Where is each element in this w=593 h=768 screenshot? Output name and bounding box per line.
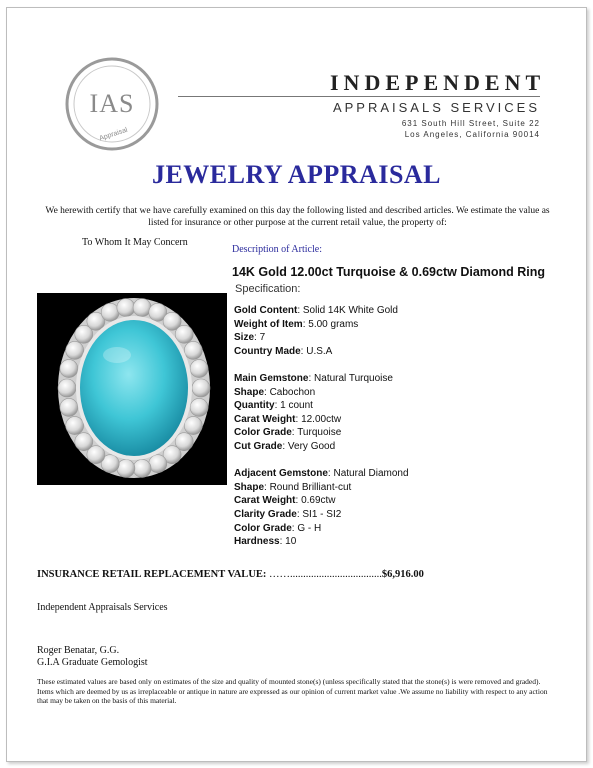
spec-gap	[234, 358, 409, 372]
disclaimer-text: These estimated values are based only on estimates of the size and quality of mounted stone(s) (unless specifically stated that the stone(s) is were removed and graded). Items which are deemed by us as irreplaceable or antique in nature are expressed as our opinion of current market value .We assume no liability with respect to any action that may be taken on the basis of this material.	[37, 677, 548, 705]
spec-gap	[234, 454, 409, 468]
spec-value: Natural Turquoise	[314, 372, 393, 384]
spec-value: U.S.A	[306, 345, 333, 357]
spec-separator: :	[291, 427, 298, 439]
spec-label: Shape	[234, 481, 265, 493]
spec-label: Shape	[234, 386, 265, 398]
diamond-stone	[175, 325, 193, 343]
spec-separator: :	[302, 318, 309, 330]
spec-row	[234, 345, 409, 359]
diamond-stone	[184, 341, 202, 359]
spec-value: 7	[259, 332, 266, 344]
ias-logo	[64, 56, 160, 152]
spec-separator: :	[279, 536, 286, 548]
spec-row	[234, 318, 409, 332]
diamond-stone	[101, 303, 119, 321]
spec-label: Weight of Item	[234, 318, 303, 330]
item-title: 14K Gold 12.00ct Turquoise & 0.69ctw Diamond Ring	[232, 265, 546, 279]
spec-row	[234, 522, 409, 536]
spec-separator: :	[297, 305, 303, 316]
spec-label: Main Gemstone	[234, 372, 309, 384]
spec-row	[234, 413, 409, 427]
spec-label: Quantity	[234, 400, 275, 412]
spec-row	[234, 331, 409, 345]
diamond-stone	[66, 417, 84, 435]
address-line-1: 631 South Hill Street, Suite 22	[401, 119, 540, 128]
spec-row	[234, 304, 409, 318]
spec-value: Natural Diamond	[333, 468, 409, 480]
recipient: To Whom It May Concern	[82, 237, 188, 248]
ring-image	[37, 293, 227, 485]
diamond-stone	[184, 417, 202, 435]
diamond-stone	[149, 455, 167, 473]
spec-value: Turquoise	[297, 427, 342, 439]
spec-separator: :	[264, 481, 270, 493]
diamond-stone	[60, 398, 78, 416]
spec-separator: :	[296, 508, 303, 520]
ring-photo	[37, 293, 227, 485]
diamond-stone	[58, 379, 76, 397]
spec-row	[234, 426, 409, 440]
spec-value: 10	[285, 536, 297, 548]
logo-monogram: IAS	[89, 89, 135, 118]
spec-label: Carat Weight	[234, 413, 296, 425]
spec-label: Cut Grade	[234, 440, 283, 452]
spec-value: Solid 14K White Gold	[302, 305, 398, 316]
spec-value: Round Brilliant-cut	[269, 481, 352, 493]
spec-row	[234, 399, 409, 413]
spec-label: Color Grade	[234, 427, 292, 439]
spec-value: 1 count	[280, 400, 313, 412]
appraiser-name: Roger Benatar, G.G.	[37, 645, 120, 656]
spec-label: Color Grade	[234, 522, 292, 534]
spec-value: 0.69ctw	[301, 495, 336, 507]
spec-separator: :	[274, 400, 281, 412]
diamond-stone	[66, 341, 84, 359]
insurance-dots: ……...................................	[269, 569, 382, 580]
diamond-stone	[133, 459, 151, 477]
spec-value: SI1 - SI2	[302, 508, 342, 520]
insurance-value-line	[37, 569, 424, 580]
spec-row	[234, 440, 409, 454]
spec-row	[234, 372, 409, 386]
appraiser-block	[37, 645, 148, 669]
logo-ring-text: Appraisal	[98, 126, 129, 143]
insurance-label: INSURANCE RETAIL REPLACEMENT VALUE:	[37, 569, 267, 580]
diamond-stone	[60, 360, 78, 378]
spec-separator: :	[254, 332, 260, 344]
spec-label: Clarity Grade	[234, 508, 297, 520]
spec-separator: :	[295, 495, 302, 507]
document-title: JEWELRY APPRAISAL	[151, 160, 442, 189]
spec-label: Gold Content	[234, 305, 298, 316]
insurance-value: $6,916.00	[381, 569, 424, 580]
spec-row	[234, 494, 409, 508]
spec-row	[234, 386, 409, 400]
spec-separator: :	[300, 345, 307, 357]
address-line-2: Los Angeles, California 90014	[404, 130, 540, 139]
spec-label: Carat Weight	[234, 495, 296, 507]
certification-text: We herewith certify that we have carefully examined on this day the following listed and described articles. We estimate the value as listed for insurance or other purpose at the current retail value, the property of:	[45, 206, 550, 228]
specification-label: Specification:	[235, 283, 301, 295]
diamond-stone	[190, 398, 208, 416]
spec-row	[234, 508, 409, 522]
spec-separator: :	[327, 468, 334, 480]
spec-label: Size	[234, 332, 255, 344]
spec-value: Very Good	[287, 440, 336, 452]
spec-row	[234, 467, 409, 481]
spec-label: Country Made	[234, 345, 301, 357]
spec-row	[234, 481, 409, 495]
spec-label: Adjacent Gemstone	[234, 468, 328, 480]
spec-separator: :	[291, 522, 298, 534]
spec-value: G - H	[297, 522, 322, 534]
spec-separator: :	[264, 386, 270, 398]
company-subtitle: APPRAISALS SERVICES	[332, 100, 540, 115]
company-signature: Independent Appraisals Services	[37, 602, 168, 613]
diamond-stone	[190, 360, 208, 378]
company-address	[330, 118, 540, 140]
diamond-stone	[75, 433, 93, 451]
spec-separator: :	[295, 413, 302, 425]
spec-label: Hardness	[234, 536, 280, 548]
diamond-stone	[192, 379, 210, 397]
spec-separator: :	[282, 440, 288, 452]
diamond-stone	[117, 299, 135, 317]
spec-value: 5.00 grams	[308, 318, 359, 330]
diamond-stone	[117, 459, 135, 477]
spec-row	[234, 535, 409, 549]
specification-list	[234, 304, 409, 549]
appraiser-title: G.I.A Graduate Gemologist	[37, 657, 148, 668]
spec-value: 12.00ctw	[301, 413, 342, 425]
company-header	[330, 70, 546, 140]
description-label: Description of Article:	[232, 244, 322, 255]
spec-value: Cabochon	[269, 386, 316, 398]
diamond-stone	[133, 299, 151, 317]
spec-separator: :	[308, 372, 315, 384]
company-name: INDEPENDENT	[330, 70, 546, 95]
